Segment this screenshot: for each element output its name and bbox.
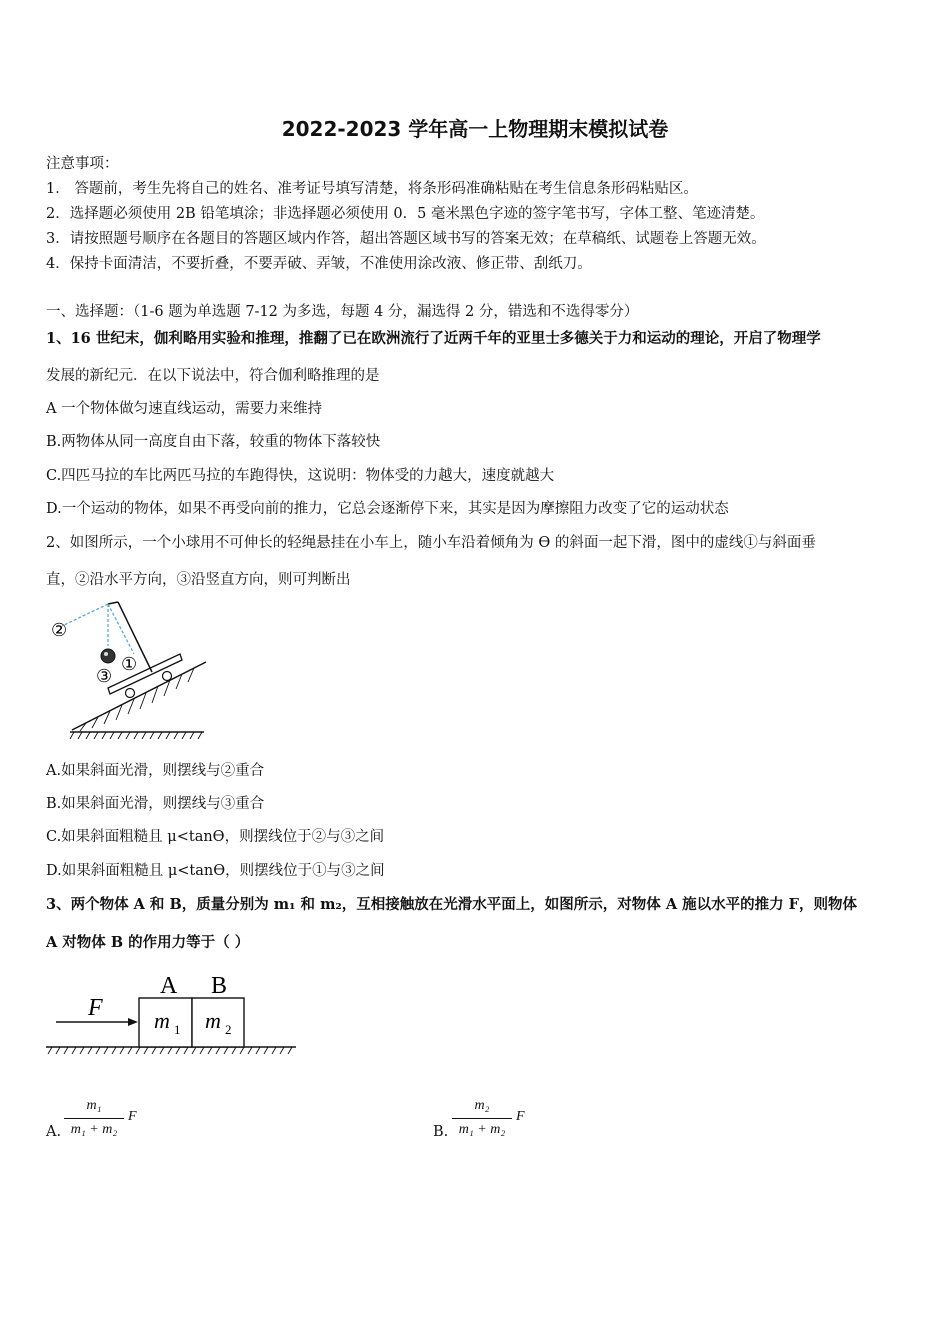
q2-option-d: D.如果斜面粗糙且 μ<tanϴ，则摆线位于①与③之间 [46, 863, 385, 879]
cart-wheel [126, 689, 135, 698]
ground-hatching [70, 732, 202, 739]
q1-stem-line1: 1、16 世纪末，伽利略用实验和推理，推翻了已在欧洲流行了近两千年的亚里士多德关于力和运动的理论，开启了物理学 [46, 330, 821, 347]
fraction-denominator: m₁ + m₂ [458, 1122, 506, 1137]
q3-blocks-figure [44, 968, 300, 1060]
mass-a-label: m [154, 1008, 170, 1033]
q2-stem-line2: 直，②沿水平方向，③沿竖直方向，则可判断出 [46, 572, 351, 588]
notice-item: 2．选择题必须使用 2B 铅笔填涂；非选择题必须使用 0．5 毫米黑色字迹的签字笔书写，字体工整、笔迹清楚。 [46, 206, 765, 222]
q2-stem-line1: 2、如图所示，一个小球用不可伸长的轻绳悬挂在小车上，随小车沿着倾角为 ϴ 的斜面一起下滑，图中的虚线①与斜面垂 [46, 535, 816, 551]
incline-surface [72, 662, 206, 730]
force-label: F [88, 995, 103, 1021]
notice-item: 1． 答题前，考生先将自己的姓名、准考证号填写清楚，将条形码准确粘贴在考生信息条形码粘贴区。 [46, 181, 698, 197]
q3-stem-line2: A 对物体 B 的作用力等于（ ） [46, 934, 250, 951]
notice-heading: 注意事项： [46, 156, 119, 172]
fraction-denominator: m₁ + m₂ [70, 1122, 118, 1137]
fraction-bar [64, 1118, 124, 1119]
q1-option-a: A 一个物体做匀速直线运动，需要力来维持 [46, 401, 323, 417]
q1-stem-line2: 发展的新纪元．在以下说法中，符合伽利略推理的是 [46, 368, 380, 384]
ball-highlight [104, 652, 108, 656]
fraction-factor: F [516, 1109, 525, 1124]
q1-option-b: B.两物体从同一高度自由下落，较重的物体下落较快 [46, 434, 381, 450]
q3-option-b-label: B. [433, 1124, 449, 1140]
q2-option-a: A.如果斜面光滑，则摆线与②重合 [46, 763, 265, 779]
mass-a-subscript: 1 [174, 1022, 181, 1037]
q2-incline-figure [46, 596, 216, 744]
q3-stem-line1: 3、两个物体 A 和 B，质量分别为 m₁ 和 m₂，互相接触放在光滑水平面上，如图所示，对物体 A 施以水平的推力 F，则物体 [46, 896, 857, 913]
fraction-numerator: m₂ [474, 1098, 490, 1113]
q2-option-c: C.如果斜面粗糙且 μ<tanϴ，则摆线位于②与③之间 [46, 829, 385, 845]
q3-option-a-label: A. [46, 1124, 62, 1140]
block-a-label: A [160, 973, 178, 999]
q1-option-d: D.一个运动的物体，如果不再受向前的推力，它总会逐渐停下来，其实是因为摩擦阻力改变了它的运动状态 [46, 501, 729, 517]
label-circle-1: ① [121, 654, 138, 675]
floor-hatching [48, 1047, 292, 1054]
force-arrow-head [128, 1018, 138, 1026]
mast-arm [108, 602, 118, 604]
cart-wheel [163, 672, 172, 681]
perpendicular-guide-line [108, 604, 134, 654]
notice-item: 3．请按照题号顺序在各题目的答题区域内作答，超出答题区域书写的答案无效；在草稿纸、试题卷上答题无效。 [46, 231, 766, 247]
q1-option-c: C.四匹马拉的车比两匹马拉的车跑得快，这说明：物体受的力越大，速度就越大 [46, 468, 555, 484]
label-circle-2: ② [51, 620, 68, 641]
q2-option-b: B.如果斜面光滑，则摆线与③重合 [46, 796, 265, 812]
pendulum-ball [101, 649, 115, 663]
label-circle-3: ③ [96, 666, 113, 687]
mass-b-subscript: 2 [225, 1022, 232, 1037]
mass-b-label: m [205, 1008, 221, 1033]
page-title: 2022-2023 学年高一上物理期末模拟试卷 [281, 117, 669, 141]
block-b-label: B [211, 973, 228, 999]
fraction-factor: F [128, 1109, 137, 1124]
fraction-numerator: m₁ [86, 1098, 102, 1113]
notice-item: 4．保持卡面清洁，不要折叠，不要弄破、弄皱，不准使用涂改液、修正带、刮纸刀。 [46, 256, 592, 272]
section-heading: 一、选择题：（1-6 题为单选题 7-12 为多选，每题 4 分，漏选得 2 分，错选和不选得零分） [46, 304, 639, 320]
horizontal-guide-line [62, 604, 108, 626]
fraction-bar [452, 1118, 512, 1119]
